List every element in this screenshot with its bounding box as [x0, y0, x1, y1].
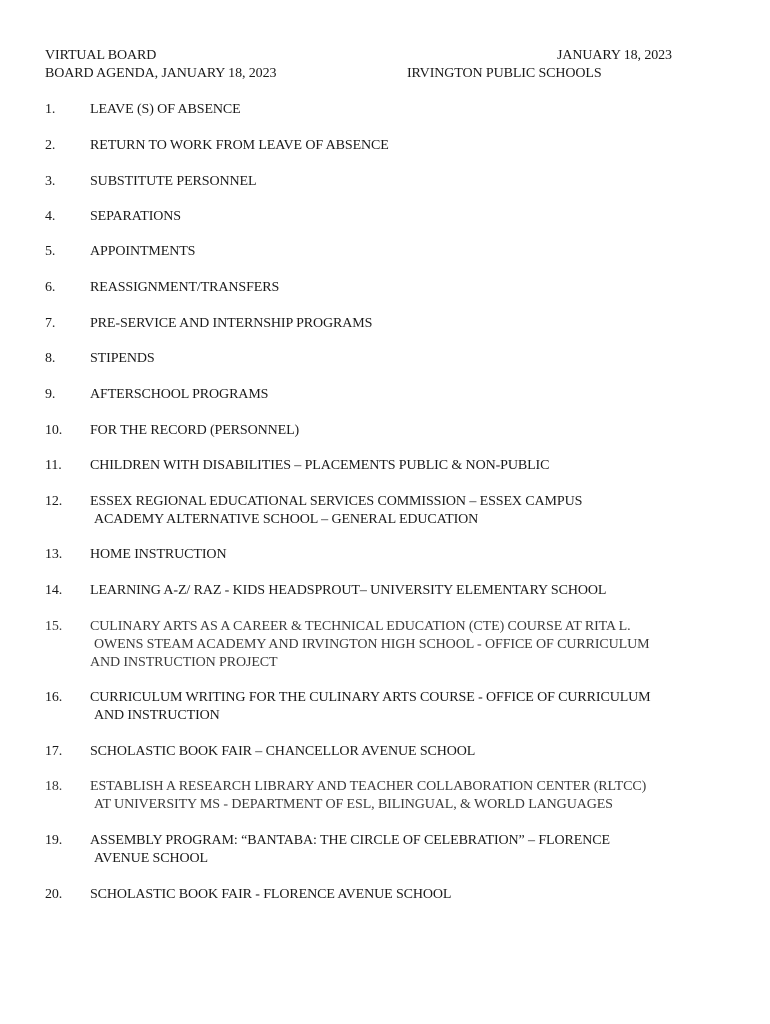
- agenda-item-line: FOR THE RECORD (PERSONNEL): [90, 423, 300, 438]
- agenda-item-number: 15.: [45, 619, 63, 634]
- agenda-item-line: CURRICULUM WRITING FOR THE CULINARY ARTS COURSE - OFFICE OF CURRICULUM: [90, 690, 651, 705]
- agenda-item-number: 13.: [45, 547, 63, 562]
- agenda-item-text: [90, 618, 725, 672]
- agenda-item-line: SEPARATIONS: [90, 209, 181, 224]
- agenda-item-line: ESTABLISH A RESEARCH LIBRARY AND TEACHER COLLABORATION CENTER (RLTCC): [90, 779, 647, 794]
- agenda-item-text: [90, 208, 725, 226]
- agenda-item-line: AND INSTRUCTION PROJECT: [90, 655, 278, 670]
- agenda-item-line: ASSEMBLY PROGRAM: “BANTABA: THE CIRCLE OF CELEBRATION” – FLORENCE: [90, 833, 610, 848]
- agenda-item-number: 19.: [45, 833, 63, 848]
- agenda-item-text: [90, 279, 725, 297]
- agenda-item-line: SCHOLASTIC BOOK FAIR – CHANCELLOR AVENUE SCHOOL: [90, 744, 476, 759]
- header-district: IRVINGTON PUBLIC SCHOOLS: [407, 66, 602, 81]
- agenda-item-number: 3.: [45, 174, 56, 189]
- agenda-item-line: AFTERSCHOOL PROGRAMS: [90, 387, 269, 402]
- header-agenda-title: BOARD AGENDA, JANUARY 18, 2023: [45, 66, 277, 81]
- agenda-item-text: [90, 832, 725, 868]
- agenda-item-text: [90, 743, 725, 761]
- agenda-item-line: ACADEMY ALTERNATIVE SCHOOL – GENERAL EDUCATION: [94, 512, 479, 527]
- agenda-item-line: PRE-SERVICE AND INTERNSHIP PROGRAMS: [90, 316, 373, 331]
- agenda-item-line: LEAVE (S) OF ABSENCE: [90, 102, 241, 117]
- agenda-item-text: [90, 315, 725, 333]
- agenda-item-number: 11.: [45, 458, 62, 473]
- header-date: JANUARY 18, 2023: [557, 48, 672, 63]
- agenda-item-text: [90, 778, 725, 814]
- agenda-item-number: 9.: [45, 387, 56, 402]
- agenda-item-line: ESSEX REGIONAL EDUCATIONAL SERVICES COMMISSION – ESSEX CAMPUS: [90, 494, 583, 509]
- agenda-item-number: 17.: [45, 744, 63, 759]
- agenda-item-number: 2.: [45, 138, 56, 153]
- agenda-item-number: 12.: [45, 494, 63, 509]
- agenda-item-text: [90, 546, 725, 564]
- agenda-item-text: [90, 137, 725, 155]
- agenda-item-number: 18.: [45, 779, 63, 794]
- agenda-item-number: 16.: [45, 690, 63, 705]
- agenda-item-number: 5.: [45, 244, 56, 259]
- agenda-item-line: RETURN TO WORK FROM LEAVE OF ABSENCE: [90, 138, 389, 153]
- agenda-item-text: [90, 243, 725, 261]
- agenda-item-line: SCHOLASTIC BOOK FAIR - FLORENCE AVENUE SCHOOL: [90, 887, 452, 902]
- agenda-item-text: [90, 457, 725, 475]
- agenda-item-line: SUBSTITUTE PERSONNEL: [90, 174, 257, 189]
- agenda-item-text: [90, 422, 725, 440]
- agenda-item-number: 4.: [45, 209, 56, 224]
- agenda-item-text: [90, 886, 725, 904]
- agenda-item-number: 10.: [45, 423, 63, 438]
- agenda-item-text: [90, 173, 725, 191]
- agenda-item-line: OWENS STEAM ACADEMY AND IRVINGTON HIGH SCHOOL - OFFICE OF CURRICULUM: [94, 637, 650, 652]
- agenda-item-line: APPOINTMENTS: [90, 244, 196, 259]
- agenda-item-line: AT UNIVERSITY MS - DEPARTMENT OF ESL, BILINGUAL, & WORLD LANGUAGES: [94, 797, 613, 812]
- agenda-item-number: 20.: [45, 887, 63, 902]
- agenda-item-text: [90, 582, 725, 600]
- agenda-item-number: 6.: [45, 280, 56, 295]
- agenda-item-number: 14.: [45, 583, 63, 598]
- agenda-item-number: 8.: [45, 351, 56, 366]
- agenda-item-text: [90, 493, 725, 529]
- agenda-item-line: HOME INSTRUCTION: [90, 547, 227, 562]
- agenda-item-text: [90, 386, 725, 404]
- agenda-item-text: [90, 101, 725, 119]
- agenda-item-text: [90, 689, 725, 725]
- agenda-item-line: CHILDREN WITH DISABILITIES – PLACEMENTS PUBLIC & NON-PUBLIC: [90, 458, 550, 473]
- agenda-item-line: AND INSTRUCTION: [94, 708, 220, 723]
- agenda-item-number: 1.: [45, 102, 56, 117]
- agenda-item-text: [90, 350, 725, 368]
- agenda-item-line: AVENUE SCHOOL: [94, 851, 208, 866]
- agenda-item-line: LEARNING A-Z/ RAZ - KIDS HEADSPROUT– UNIVERSITY ELEMENTARY SCHOOL: [90, 583, 607, 598]
- agenda-item-line: REASSIGNMENT/TRANSFERS: [90, 280, 280, 295]
- header-board-type: VIRTUAL BOARD: [45, 48, 157, 63]
- agenda-item-line: CULINARY ARTS AS A CAREER & TECHNICAL EDUCATION (CTE) COURSE AT RITA L.: [90, 619, 631, 634]
- agenda-item-line: STIPENDS: [90, 351, 155, 366]
- agenda-item-number: 7.: [45, 316, 56, 331]
